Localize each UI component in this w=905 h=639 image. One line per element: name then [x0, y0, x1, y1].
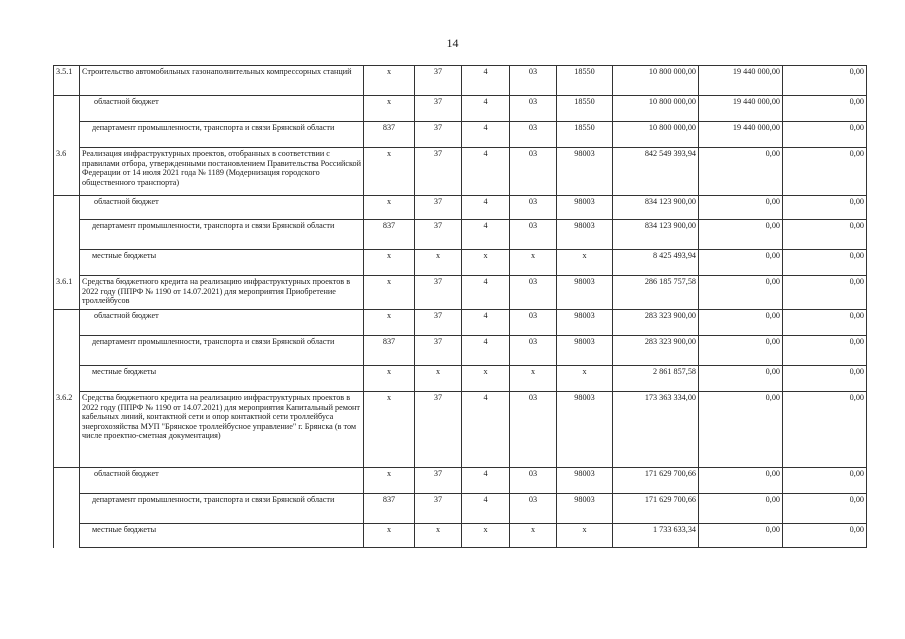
code-admin: x: [364, 276, 415, 310]
amount-year-3: 0,00: [783, 66, 867, 96]
code-subprogram: 4: [462, 468, 510, 494]
amount-year-3: 0,00: [783, 96, 867, 122]
code-admin: x: [364, 196, 415, 220]
code-direction: x: [557, 366, 613, 392]
code-subprogram: x: [462, 524, 510, 548]
row-name: областной бюджет: [80, 468, 364, 494]
amount-year-1: 834 123 900,00: [613, 220, 699, 250]
table-row: [54, 96, 867, 122]
code-direction: 98003: [557, 494, 613, 524]
table-row: [54, 366, 867, 392]
code-main-activity: 03: [510, 66, 557, 96]
amount-year-3: 0,00: [783, 220, 867, 250]
row-number: [54, 220, 80, 250]
code-admin: 837: [364, 336, 415, 366]
row-number: [54, 524, 80, 548]
code-admin: x: [364, 524, 415, 548]
code-subprogram: 4: [462, 148, 510, 196]
amount-year-3: 0,00: [783, 196, 867, 220]
amount-year-2: 0,00: [699, 148, 783, 196]
table-row: [54, 310, 867, 336]
code-subprogram: 4: [462, 276, 510, 310]
amount-year-2: 0,00: [699, 524, 783, 548]
code-main-activity: x: [510, 524, 557, 548]
amount-year-3: 0,00: [783, 250, 867, 276]
code-main-activity: 03: [510, 468, 557, 494]
row-name: департамент промышленности, транспорта и связи Брянской области: [80, 336, 364, 366]
amount-year-2: 19 440 000,00: [699, 66, 783, 96]
code-main-activity: 03: [510, 276, 557, 310]
row-name: Средства бюджетного кредита на реализацию инфраструктурных проектов в 2022 году (ППРФ № 1190 от 14.07.2021) для мероприятия Приобретение троллейбусов: [80, 276, 364, 310]
row-number: [54, 468, 80, 494]
code-direction: 98003: [557, 336, 613, 366]
code-admin: x: [364, 310, 415, 336]
table-row: [54, 494, 867, 524]
code-direction: 98003: [557, 310, 613, 336]
code-program: x: [415, 524, 462, 548]
code-main-activity: 03: [510, 220, 557, 250]
amount-year-2: 19 440 000,00: [699, 122, 783, 148]
code-program: 37: [415, 494, 462, 524]
code-main-activity: 03: [510, 336, 557, 366]
table-row: [54, 66, 867, 96]
amount-year-2: 0,00: [699, 392, 783, 468]
code-subprogram: 4: [462, 196, 510, 220]
code-admin: x: [364, 250, 415, 276]
code-program: 37: [415, 220, 462, 250]
code-admin: x: [364, 96, 415, 122]
row-name: местные бюджеты: [80, 366, 364, 392]
row-name: Строительство автомобильных газонаполнительных компрессорных станций: [80, 66, 364, 96]
code-main-activity: 03: [510, 494, 557, 524]
amount-year-1: 171 629 700,66: [613, 494, 699, 524]
row-number: [54, 310, 80, 336]
table-row: [54, 524, 867, 548]
code-subprogram: 4: [462, 336, 510, 366]
amount-year-3: 0,00: [783, 524, 867, 548]
amount-year-2: 0,00: [699, 468, 783, 494]
table-row: [54, 392, 867, 468]
amount-year-1: 10 800 000,00: [613, 122, 699, 148]
table-row: [54, 148, 867, 196]
row-name: департамент промышленности, транспорта и связи Брянской области: [80, 122, 364, 148]
amount-year-1: 2 861 857,58: [613, 366, 699, 392]
amount-year-2: 0,00: [699, 250, 783, 276]
amount-year-2: 0,00: [699, 196, 783, 220]
table-row: [54, 276, 867, 310]
amount-year-1: 10 800 000,00: [613, 96, 699, 122]
code-direction: 98003: [557, 468, 613, 494]
code-subprogram: 4: [462, 310, 510, 336]
amount-year-3: 0,00: [783, 148, 867, 196]
row-number: [54, 122, 80, 148]
code-direction: 18550: [557, 66, 613, 96]
code-main-activity: 03: [510, 122, 557, 148]
amount-year-2: 0,00: [699, 336, 783, 366]
amount-year-1: 173 363 334,00: [613, 392, 699, 468]
amount-year-1: 171 629 700,66: [613, 468, 699, 494]
row-name: областной бюджет: [80, 96, 364, 122]
row-number: [54, 366, 80, 392]
amount-year-3: 0,00: [783, 336, 867, 366]
code-direction: 18550: [557, 96, 613, 122]
amount-year-1: 283 323 900,00: [613, 310, 699, 336]
code-program: 37: [415, 96, 462, 122]
code-admin: 837: [364, 122, 415, 148]
row-name: областной бюджет: [80, 310, 364, 336]
code-main-activity: 03: [510, 392, 557, 468]
amount-year-1: 10 800 000,00: [613, 66, 699, 96]
code-direction: x: [557, 524, 613, 548]
table-row: [54, 220, 867, 250]
code-subprogram: 4: [462, 66, 510, 96]
code-program: 37: [415, 336, 462, 366]
row-number: 3.6.1: [54, 276, 80, 310]
row-name: местные бюджеты: [80, 524, 364, 548]
row-name: Средства бюджетного кредита на реализацию инфраструктурных проектов в 2022 году (ППРФ № 1190 от 14.07.2021) для мероприятия Капитальный ремонт кабельных линий, контактной сети и опор контактной сети троллейбуса энергохозяйства МУП "Брянское троллейбусное управление" г. Брянска (в том числе проектно-сметная документация): [80, 392, 364, 468]
row-number: [54, 494, 80, 524]
code-direction: x: [557, 250, 613, 276]
code-program: 37: [415, 276, 462, 310]
code-admin: x: [364, 66, 415, 96]
code-subprogram: 4: [462, 220, 510, 250]
code-program: 37: [415, 310, 462, 336]
code-subprogram: 4: [462, 392, 510, 468]
row-number: [54, 250, 80, 276]
amount-year-3: 0,00: [783, 392, 867, 468]
code-program: x: [415, 250, 462, 276]
code-subprogram: 4: [462, 96, 510, 122]
row-name: департамент промышленности, транспорта и связи Брянской области: [80, 220, 364, 250]
row-number: 3.6: [54, 148, 80, 196]
page-number: 14: [446, 36, 459, 50]
amount-year-3: 0,00: [783, 494, 867, 524]
row-name: областной бюджет: [80, 196, 364, 220]
amount-year-2: 19 440 000,00: [699, 96, 783, 122]
amount-year-3: 0,00: [783, 276, 867, 310]
code-program: 37: [415, 66, 462, 96]
code-program: 37: [415, 148, 462, 196]
code-main-activity: 03: [510, 96, 557, 122]
amount-year-2: 0,00: [699, 276, 783, 310]
row-name: департамент промышленности, транспорта и связи Брянской области: [80, 494, 364, 524]
code-main-activity: 03: [510, 196, 557, 220]
amount-year-3: 0,00: [783, 310, 867, 336]
table-row: [54, 468, 867, 494]
amount-year-3: 0,00: [783, 366, 867, 392]
code-program: 37: [415, 196, 462, 220]
code-direction: 98003: [557, 148, 613, 196]
code-program: 37: [415, 392, 462, 468]
code-program: x: [415, 366, 462, 392]
amount-year-1: 8 425 493,94: [613, 250, 699, 276]
amount-year-2: 0,00: [699, 366, 783, 392]
code-main-activity: x: [510, 250, 557, 276]
amount-year-1: 283 323 900,00: [613, 336, 699, 366]
table-row: [54, 336, 867, 366]
code-direction: 98003: [557, 220, 613, 250]
code-main-activity: x: [510, 366, 557, 392]
row-number: [54, 96, 80, 122]
row-number: 3.5.1: [54, 66, 80, 96]
code-admin: x: [364, 468, 415, 494]
code-admin: 837: [364, 494, 415, 524]
budget-table: [53, 65, 867, 548]
code-program: 37: [415, 468, 462, 494]
code-program: 37: [415, 122, 462, 148]
code-main-activity: 03: [510, 310, 557, 336]
code-admin: x: [364, 366, 415, 392]
amount-year-2: 0,00: [699, 310, 783, 336]
amount-year-1: 834 123 900,00: [613, 196, 699, 220]
code-direction: 98003: [557, 196, 613, 220]
row-number: 3.6.2: [54, 392, 80, 468]
code-admin: x: [364, 392, 415, 468]
code-admin: x: [364, 148, 415, 196]
table-row: [54, 196, 867, 220]
amount-year-3: 0,00: [783, 468, 867, 494]
code-direction: 98003: [557, 392, 613, 468]
code-main-activity: 03: [510, 148, 557, 196]
code-direction: 18550: [557, 122, 613, 148]
amount-year-1: 1 733 633,34: [613, 524, 699, 548]
code-direction: 98003: [557, 276, 613, 310]
amount-year-3: 0,00: [783, 122, 867, 148]
code-subprogram: 4: [462, 494, 510, 524]
amount-year-1: 842 549 393,94: [613, 148, 699, 196]
code-subprogram: x: [462, 366, 510, 392]
row-number: [54, 336, 80, 366]
table-row: [54, 250, 867, 276]
row-number: [54, 196, 80, 220]
amount-year-1: 286 185 757,58: [613, 276, 699, 310]
row-name: Реализация инфраструктурных проектов, отобранных в соответствии с правилами отбора, утвержденными постановлением Правительства Российской Федерации от 14 июля 2021 года № 1189 (Модернизация городского общественного транспорта): [80, 148, 364, 196]
amount-year-2: 0,00: [699, 494, 783, 524]
amount-year-2: 0,00: [699, 220, 783, 250]
code-subprogram: 4: [462, 122, 510, 148]
table-row: [54, 122, 867, 148]
code-subprogram: x: [462, 250, 510, 276]
code-admin: 837: [364, 220, 415, 250]
row-name: местные бюджеты: [80, 250, 364, 276]
